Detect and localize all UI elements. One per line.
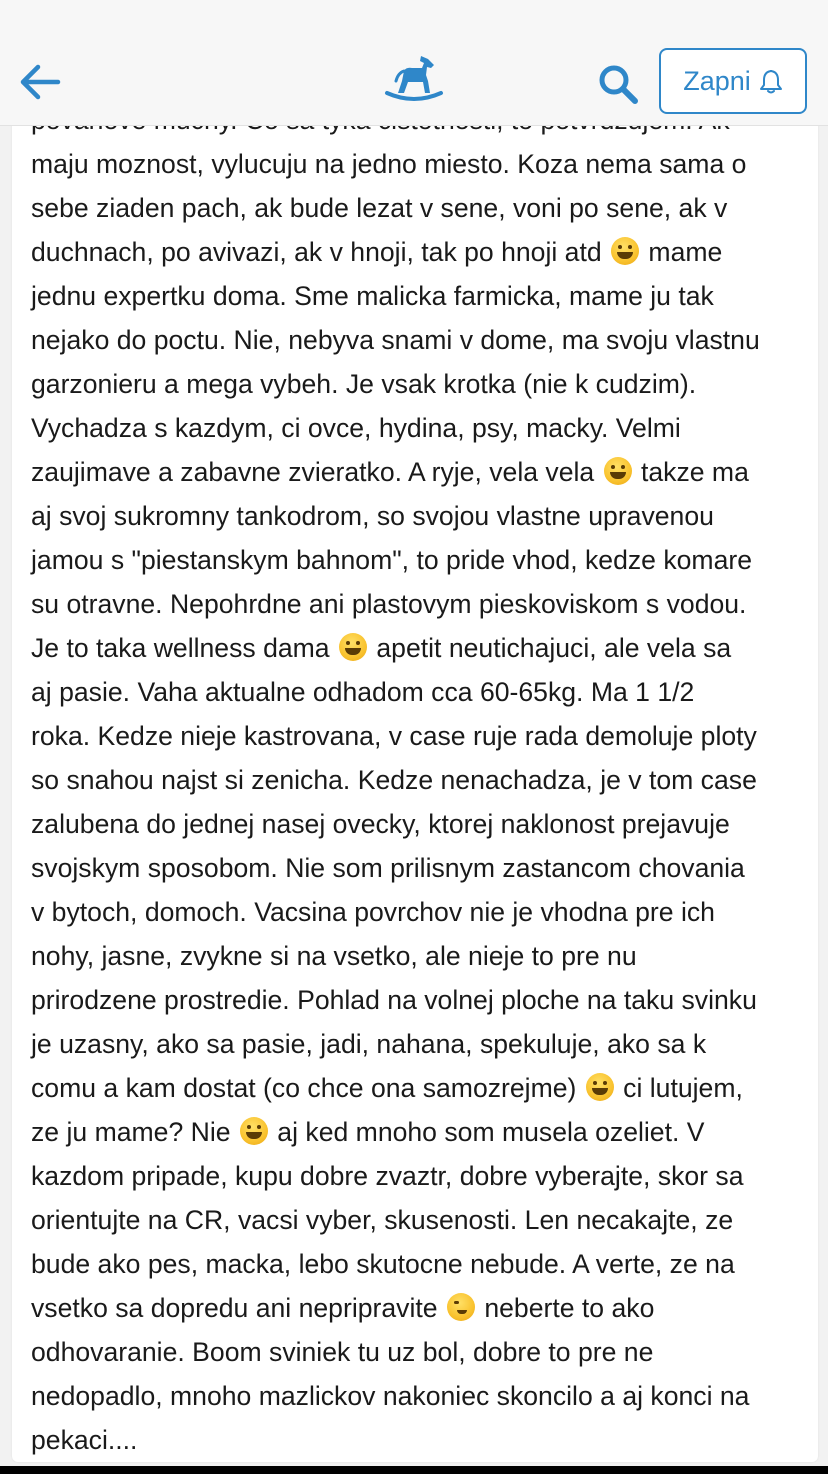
- post-text-segment: vsetko sa dopredu ani nepripravite: [31, 1293, 445, 1323]
- post-text-line: odhovaranie. Boom sviniek tu uz bol, dobre to pre ne: [31, 1337, 654, 1367]
- search-icon: [597, 63, 639, 105]
- site-logo[interactable]: [382, 52, 446, 104]
- post-text-line: [31, 626, 807, 670]
- post-text-line: [31, 1286, 807, 1330]
- post-text-line: zalubena do jednej nasej ovecky, ktorej naklonost prejavuje: [31, 809, 730, 839]
- post-text-line: pekaci....: [31, 1425, 138, 1455]
- grinning-face-emoji: [604, 457, 632, 485]
- app-header: [0, 0, 828, 126]
- post-text-line: v bytoch, domoch. Vacsina povrchov nie je vhodna pre ich: [31, 897, 715, 927]
- notify-button[interactable]: [659, 48, 807, 114]
- post-text-segment: comu a kam dostat (co chce ona samozrejme): [31, 1073, 584, 1103]
- post-text-line: so snahou najst si zenicha. Kedze nenachadza, je v tom case: [31, 765, 757, 795]
- post-text-line: [31, 450, 807, 494]
- post-text-line: bude ako pes, macka, lebo skutocne nebude. A verte, ze na: [31, 1249, 735, 1279]
- post-text-segment: ze ju mame? Nie: [31, 1117, 238, 1147]
- post-text-segment: duchnach, po avivazi, ak v hnoji, tak po hnoji atd: [31, 237, 610, 267]
- grinning-face-emoji: [240, 1117, 268, 1145]
- post-body: [31, 100, 807, 1462]
- post-text-segment: takze ma: [633, 457, 749, 487]
- notify-button-label: Zapni: [683, 65, 751, 96]
- post-text-segment: zaujimave a zabavne zvieratko. A ryje, vela vela: [31, 457, 602, 487]
- post-text-line: je uzasny, ako sa pasie, jadi, nahana, spekuluje, ako sa k: [31, 1029, 707, 1059]
- grinning-face-emoji: [611, 237, 639, 265]
- post-text-segment: neberte to ako: [476, 1293, 655, 1323]
- post-text-segment: aj ked mnoho som musela ozeliet. V: [269, 1117, 705, 1147]
- rocking-horse-icon: [384, 53, 444, 103]
- post-text-line: orientujte na CR, vacsi vyber, skusenosti. Len necakajte, ze: [31, 1205, 734, 1235]
- post-text-segment: apetit neutichajuci, ale vela sa: [368, 633, 732, 663]
- post-text-line: [31, 1066, 807, 1110]
- post-text-line: kazdom pripade, kupu dobre zvaztr, dobre vyberajte, skor sa: [31, 1161, 744, 1191]
- post-text-line: nedopadlo, mnoho mazlickov nakoniec skoncilo a aj konci na: [31, 1381, 750, 1411]
- post-text-line: maju moznost, vylucuju na jedno miesto. Koza nema sama o: [31, 149, 747, 179]
- post-text-line: jednu expertku doma. Sme malicka farmicka, mame ju tak: [31, 281, 714, 311]
- winking-face-emoji: [447, 1293, 475, 1321]
- post-text-line: aj pasie. Vaha aktualne odhadom cca 60-65kg. Ma 1 1/2: [31, 677, 695, 707]
- post-text-segment: mame: [641, 237, 723, 267]
- post-text-line: [31, 1110, 807, 1154]
- post-text-line: roka. Kedze nieje kastrovana, v case ruje rada demoluje ploty: [31, 721, 757, 751]
- post-text-line: sebe ziaden pach, ak bude lezat v sene, voni po sene, ak v: [31, 193, 728, 223]
- post-text-line: su otravne. Nepohrdne ani plastovym pieskoviskom s vodou.: [31, 589, 747, 619]
- post-text-line: [31, 230, 807, 274]
- bottom-edge: [0, 1466, 828, 1474]
- post-text-line: aj svoj sukromny tankodrom, so svojou vlastne upravenou: [31, 501, 714, 531]
- search-button[interactable]: [592, 58, 644, 110]
- arrow-left-icon: [18, 62, 62, 102]
- post-text-line: nejako do poctu. Nie, nebyva snami v dome, ma svoju vlastnu: [31, 325, 760, 355]
- post-card: [12, 100, 818, 1462]
- post-text-line: prirodzene prostredie. Pohlad na volnej ploche na taku svinku: [31, 985, 757, 1015]
- post-text-segment: ci lutujem,: [615, 1073, 743, 1103]
- back-button[interactable]: [14, 56, 66, 108]
- grinning-face-emoji: [339, 633, 367, 661]
- post-text-line: Vychadza s kazdym, ci ovce, hydina, psy, macky. Velmi: [31, 413, 681, 443]
- post-text-line: jamou s "piestanskym bahnom", to pride vhod, kedze komare: [31, 545, 753, 575]
- post-text-line: nohy, jasne, zvykne si na vsetko, ale nieje to pre nu: [31, 941, 637, 971]
- grinning-face-emoji: [586, 1073, 614, 1101]
- post-text-segment: Je to taka wellness dama: [31, 633, 337, 663]
- post-text-line: svojskym sposobom. Nie som prilisnym zastancom chovania: [31, 853, 745, 883]
- bell-icon: [759, 68, 783, 94]
- post-text-line: garzonieru a mega vybeh. Je vsak krotka (nie k cudzim).: [31, 369, 697, 399]
